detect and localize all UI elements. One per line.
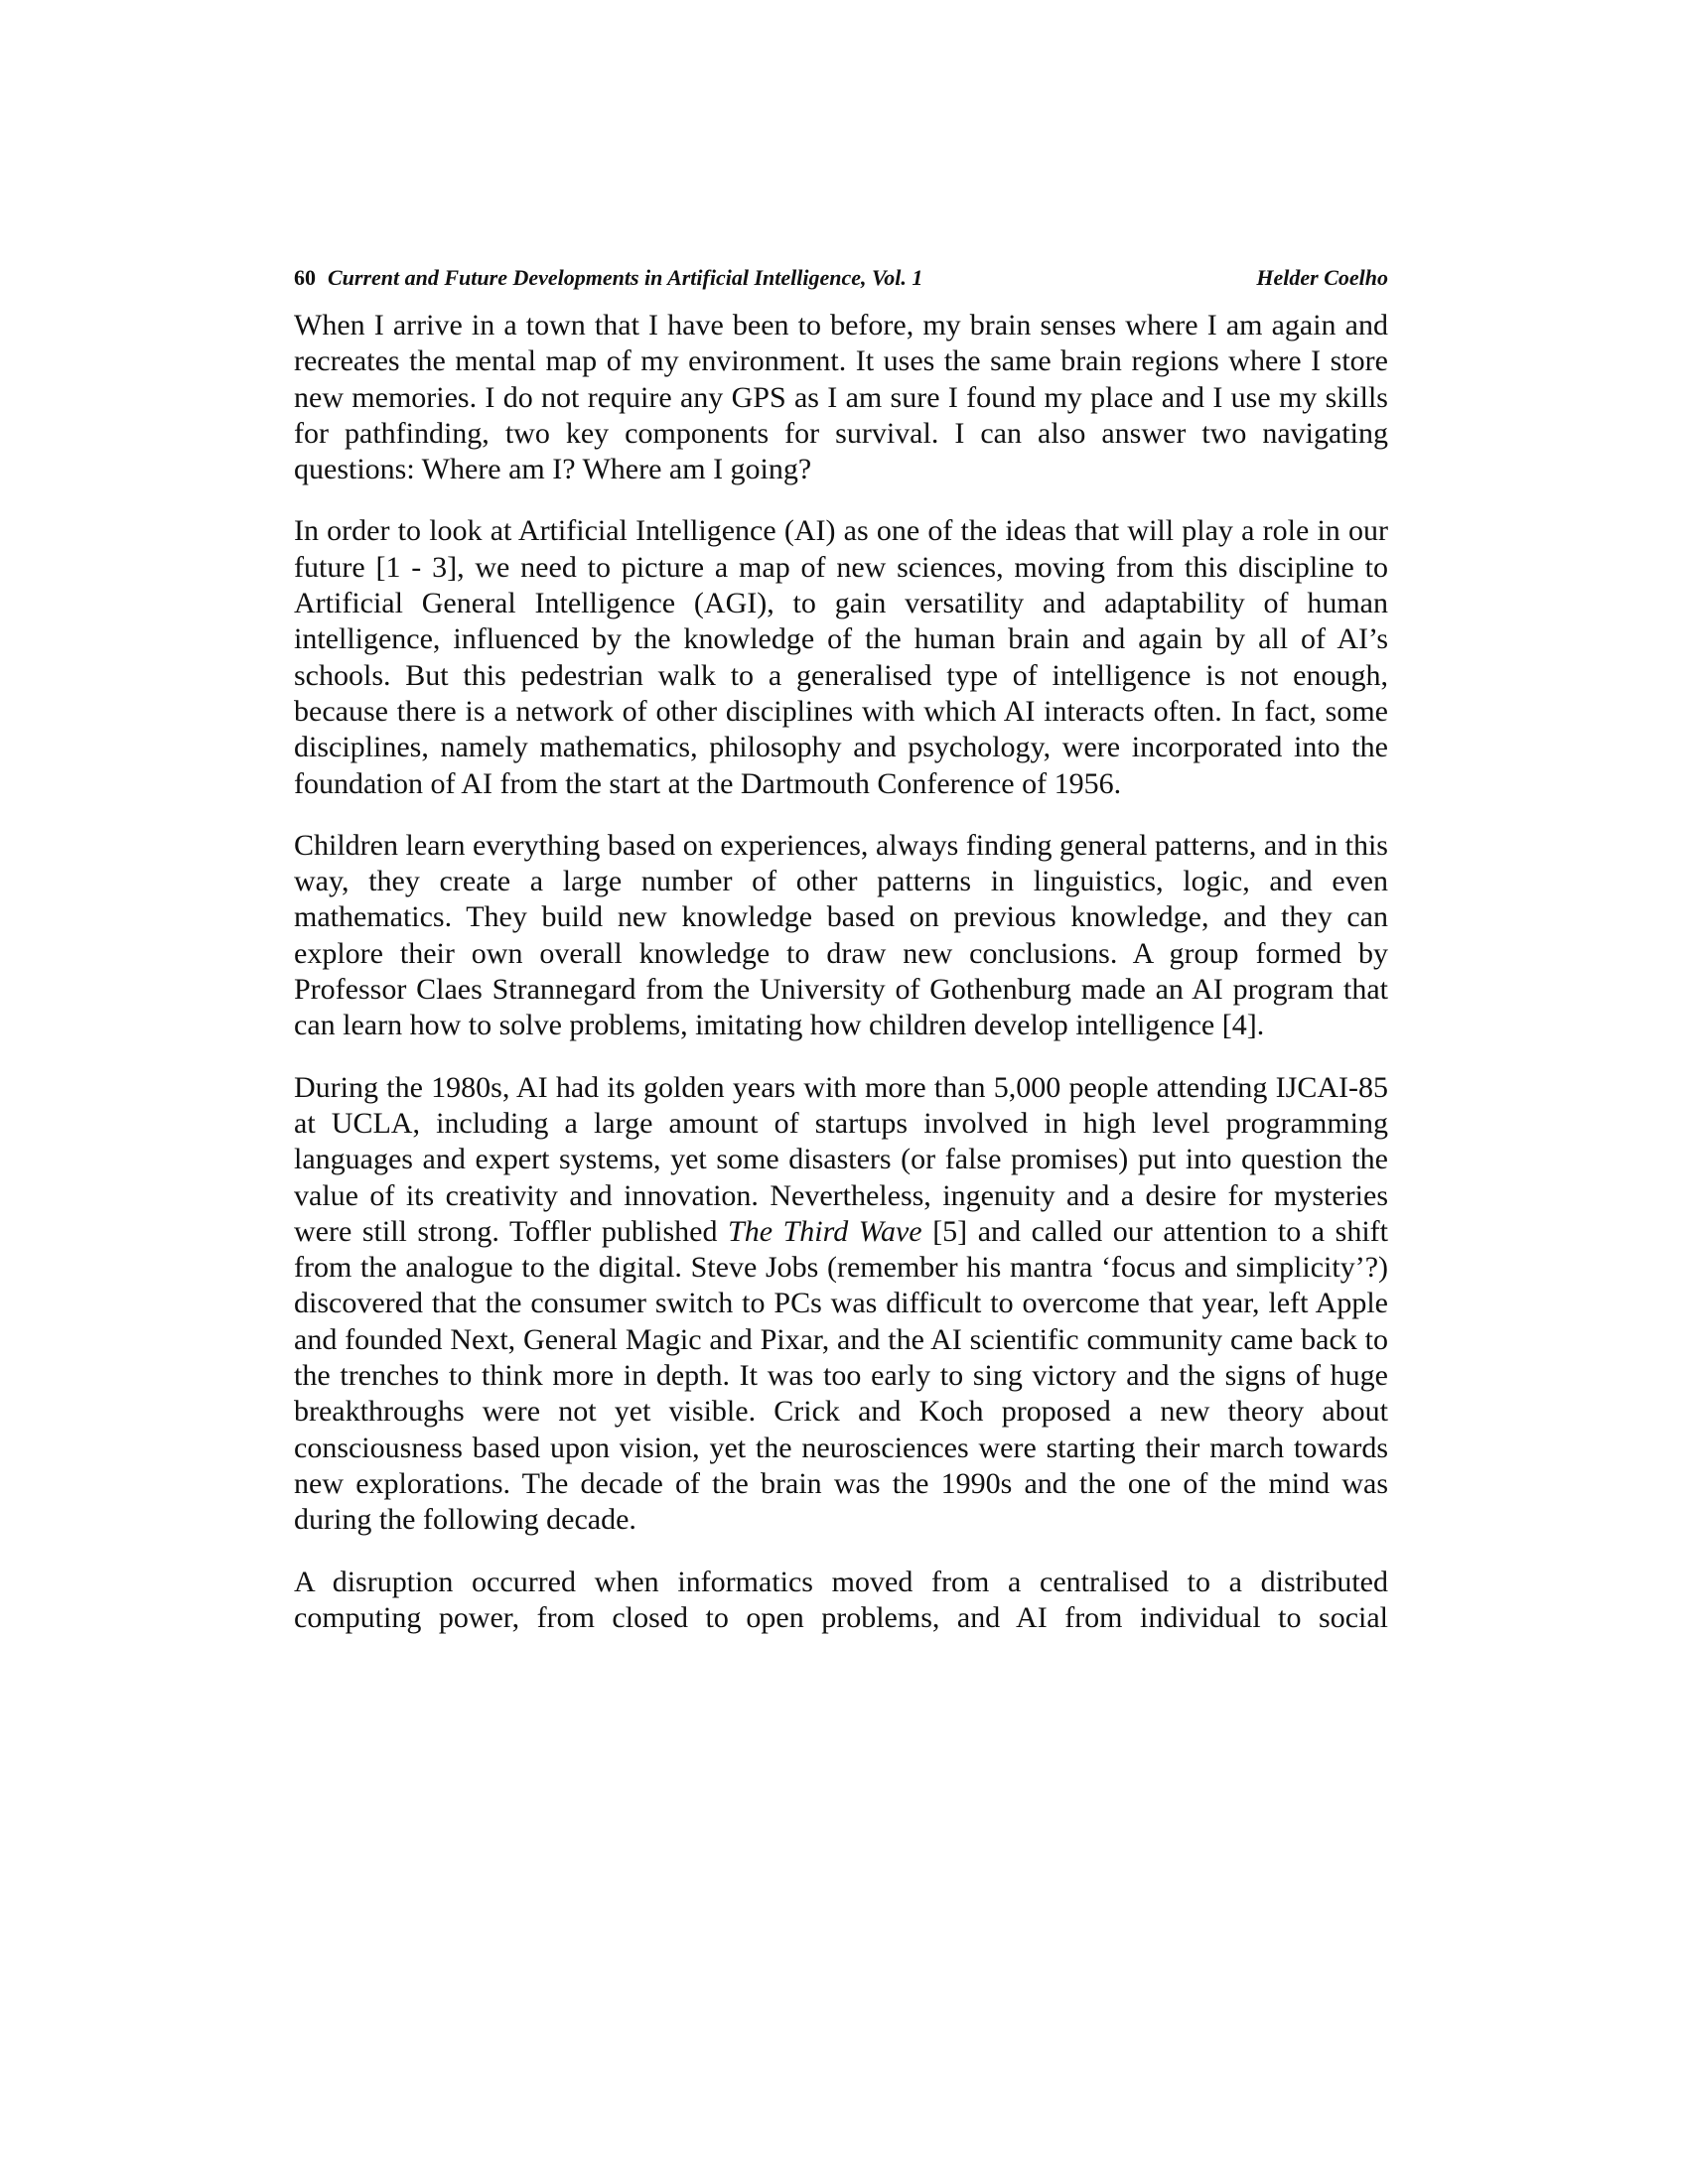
book-title-citation: The Third Wave	[728, 1214, 922, 1248]
author-name: Helder Coelho	[1256, 265, 1388, 290]
paragraph-5: A disruption occurred when informatics moved from a centralised to a distributed computing power, from closed to open problems, and AI from individual to social	[294, 1565, 1388, 1634]
book-title: Current and Future Developments in Artificial Intelligence, Vol. 1	[328, 265, 923, 290]
paragraph-4	[294, 1070, 1388, 1539]
paragraph-2: In order to look at Artificial Intelligence (AI) as one of the ideas that will play a role in our future [1 - 3], we need to picture a map of new sciences, moving from this discipline to Artificial General Intelligence (AGI), to gain versatility and adaptability of human intelligence, influenced by the knowledge of the human brain and again by all of AI’s schools. But this pedestrian walk to a generalised type of intelligence is not enough, because there is a network of other disciplines with which AI interacts often. In fact, some disciplines, namely mathematics, philosophy and psychology, were incorporated into the foundation of AI from the start at the Dartmouth Conference of 1956.	[294, 514, 1388, 800]
page-number: 60	[294, 265, 316, 290]
paragraph-4-part-1: During the 1980s, AI had its golden years with more than 5,000 people attending IJCAI-85 at UCLA, including a large amount of startups involved in high level programming languages and expert systems, yet some disasters (or false promises) put into question the value of its creativity and innovation. Nevertheless, ingenuity and a desire for mysteries were still strong. Toffler published	[294, 1070, 1388, 1248]
header-left	[294, 260, 922, 296]
page	[294, 260, 1388, 1662]
paragraph-4-part-2: [5] and called our attention to a shift from the analogue to the digital. Steve Jobs (remember his mantra ‘focus and simplicity’?) discovered that the consumer switch to PCs was difficult to overcome that year, left Apple and founded Next, General Magic and Pixar, and the AI scientific community came back to the trenches to think more in depth. It was too early to sing victory and the signs of huge breakthroughs were not yet visible. Crick and Koch proposed a new theory about consciousness based upon vision, yet the neurosciences were starting their march towards new explorations. The decade of the brain was the 1990s and the one of the mind was during the following decade.	[294, 1214, 1388, 1537]
paragraph-3: Children learn everything based on experiences, always finding general patterns, and in this way, they create a large number of other patterns in linguistics, logic, and even mathematics. They build new knowledge based on previous knowledge, and they can explore their own overall knowledge to draw new conclusions. A group formed by Professor Claes Strannegard from the University of Gothenburg made an AI program that can learn how to solve problems, imitating how children develop intelligence [4].	[294, 828, 1388, 1042]
paragraph-1: When I arrive in a town that I have been to before, my brain senses where I am again and recreates the mental map of my environment. It uses the same brain regions where I store new memories. I do not require any GPS as I am sure I found my place and I use my skills for pathfinding, two key components for survival. I can also answer two navigating questions: Where am I? Where am I going?	[294, 309, 1388, 486]
running-header	[294, 260, 1388, 296]
